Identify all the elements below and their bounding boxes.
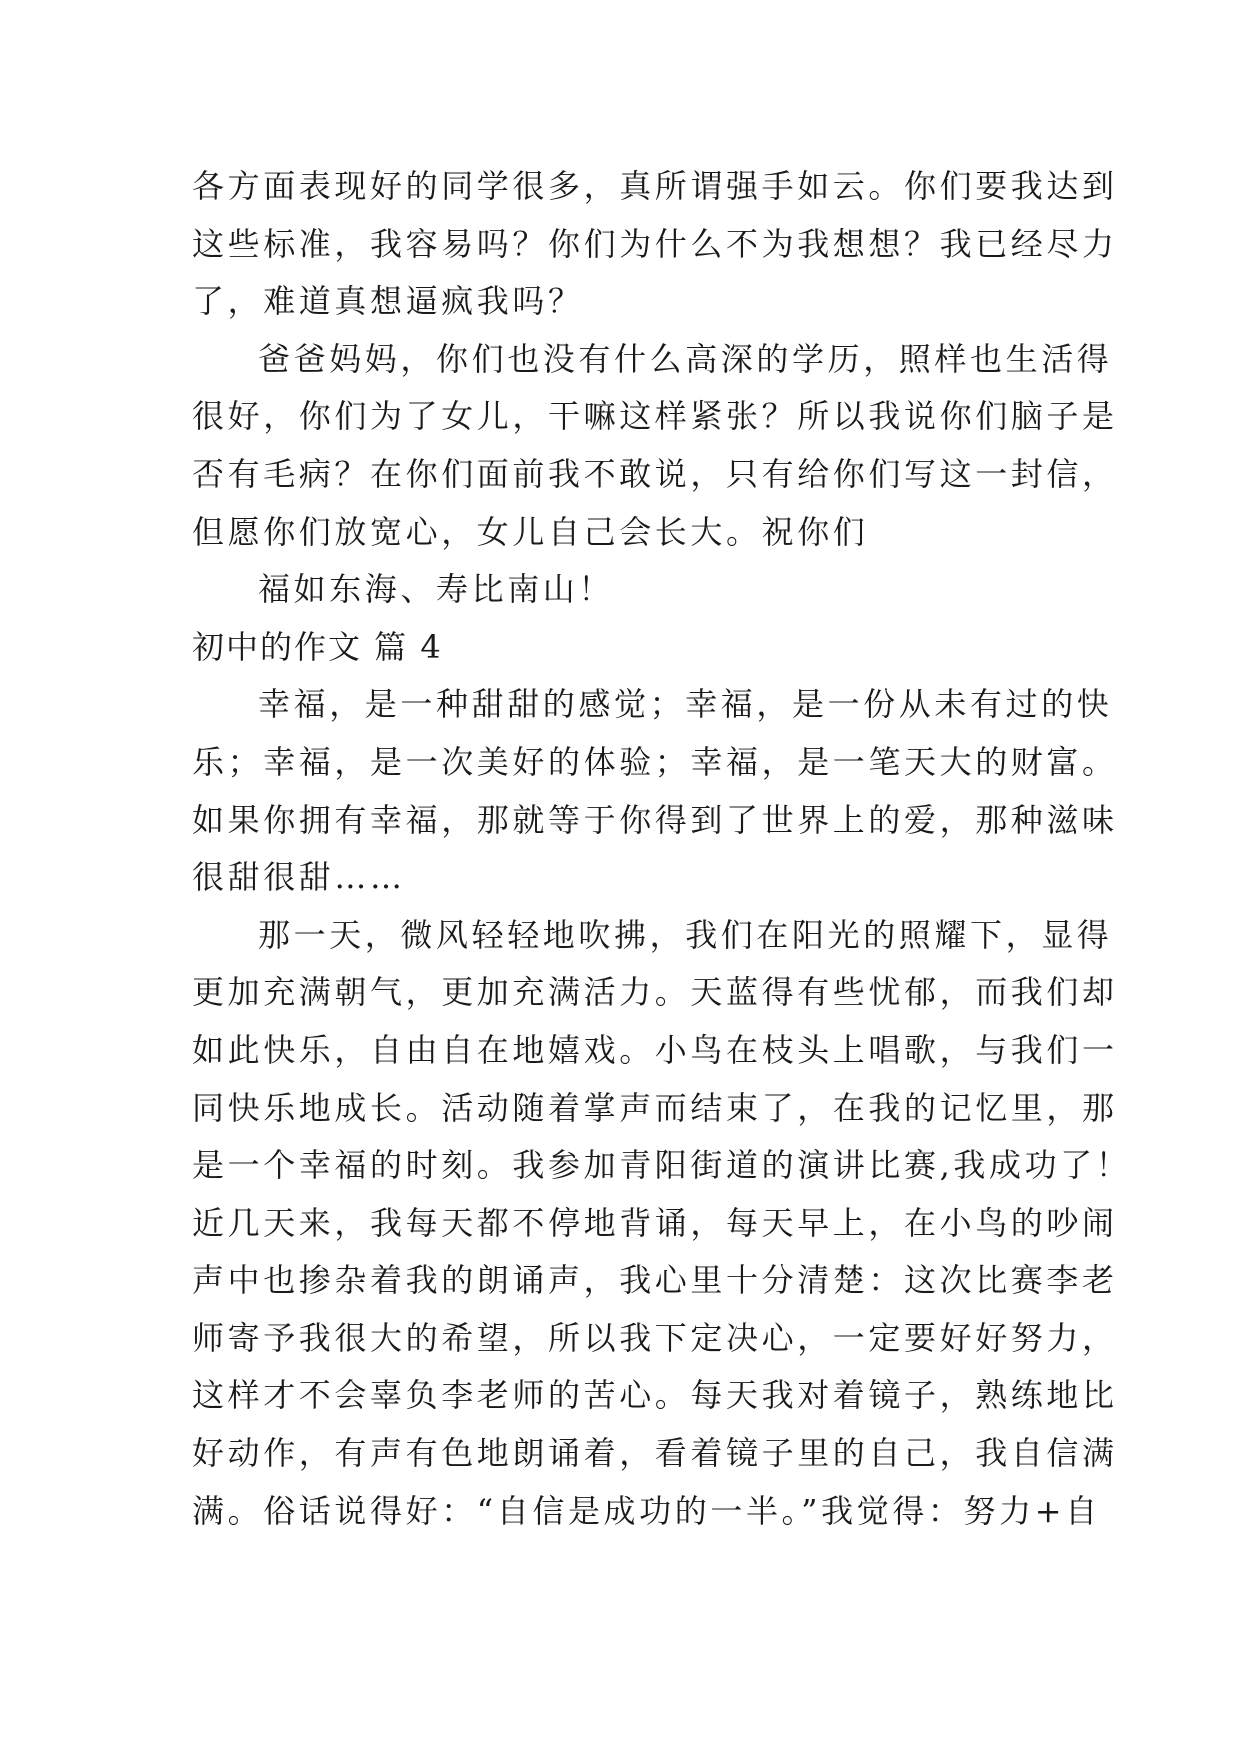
text-line: 那一天，微风轻轻地吹拂，我们在阳光的照耀下，显得 [258, 915, 1113, 954]
text-line: 了，难道真想逼疯我吗？ [192, 282, 584, 321]
text-line: 如果你拥有幸福，那就等于你得到了世界上的爱，那种滋味 [192, 800, 1118, 839]
text-line: 同快乐地成长。活动随着掌声而结束了，在我的记忆里，那 [192, 1088, 1118, 1127]
text-line: 但愿你们放宽心，女儿自己会长大。祝你们 [192, 512, 869, 551]
text-line: 很甜很甜…… [192, 858, 406, 897]
text-line: 更加充满朝气，更加充满活力。天蓝得有些忧郁，而我们却 [192, 973, 1118, 1012]
text-line: 各方面表现好的同学很多，真所谓强手如云。你们要我达到 [192, 167, 1118, 205]
text-line: 否有毛病？在你们面前我不敢说，只有给你们写这一封信， [192, 454, 1118, 493]
text-line: 是一个幸福的时刻。我参加青阳街道的演讲比赛,我成功了！ [192, 1146, 1132, 1185]
text-line: 近几天来，我每天都不停地背诵，每天早上，在小鸟的吵闹 [192, 1203, 1118, 1242]
text-line: 声中也掺杂着我的朗诵声，我心里十分清楚：这次比赛李老 [192, 1261, 1118, 1300]
text-line: 乐；幸福，是一次美好的体验；幸福，是一笔天大的财富。 [192, 742, 1118, 781]
text-line: 如此快乐，自由自在地嬉戏。小鸟在枝头上唱歌，与我们一 [192, 1030, 1118, 1069]
text-line: 这样才不会辜负李老师的苦心。每天我对着镜子，熟练地比 [192, 1376, 1118, 1415]
text-line: 福如东海、寿比南山！ [258, 570, 615, 609]
text-line: 满。俗话说得好：“自信是成功的一半。”我觉得：努力+自 [192, 1491, 1101, 1530]
text-line: 好动作，有声有色地朗诵着，看着镜子里的自己，我自信满 [192, 1434, 1118, 1473]
document-body [192, 158, 1132, 1540]
text-line: 爸爸妈妈，你们也没有什么高深的学历，照样也生活得 [258, 339, 1113, 378]
text-line: 很好，你们为了女儿，干嘛这样紧张？所以我说你们脑子是 [192, 397, 1118, 436]
section-heading: 初中的作文 篇 4 [192, 627, 443, 666]
text-line: 幸福，是一种甜甜的感觉；幸福，是一份从未有过的快 [258, 685, 1113, 724]
text-line: 这些标准，我容易吗？你们为什么不为我想想？我已经尽力 [192, 224, 1118, 263]
text-line: 师寄予我很大的希望，所以我下定决心，一定要好好努力， [192, 1318, 1118, 1357]
